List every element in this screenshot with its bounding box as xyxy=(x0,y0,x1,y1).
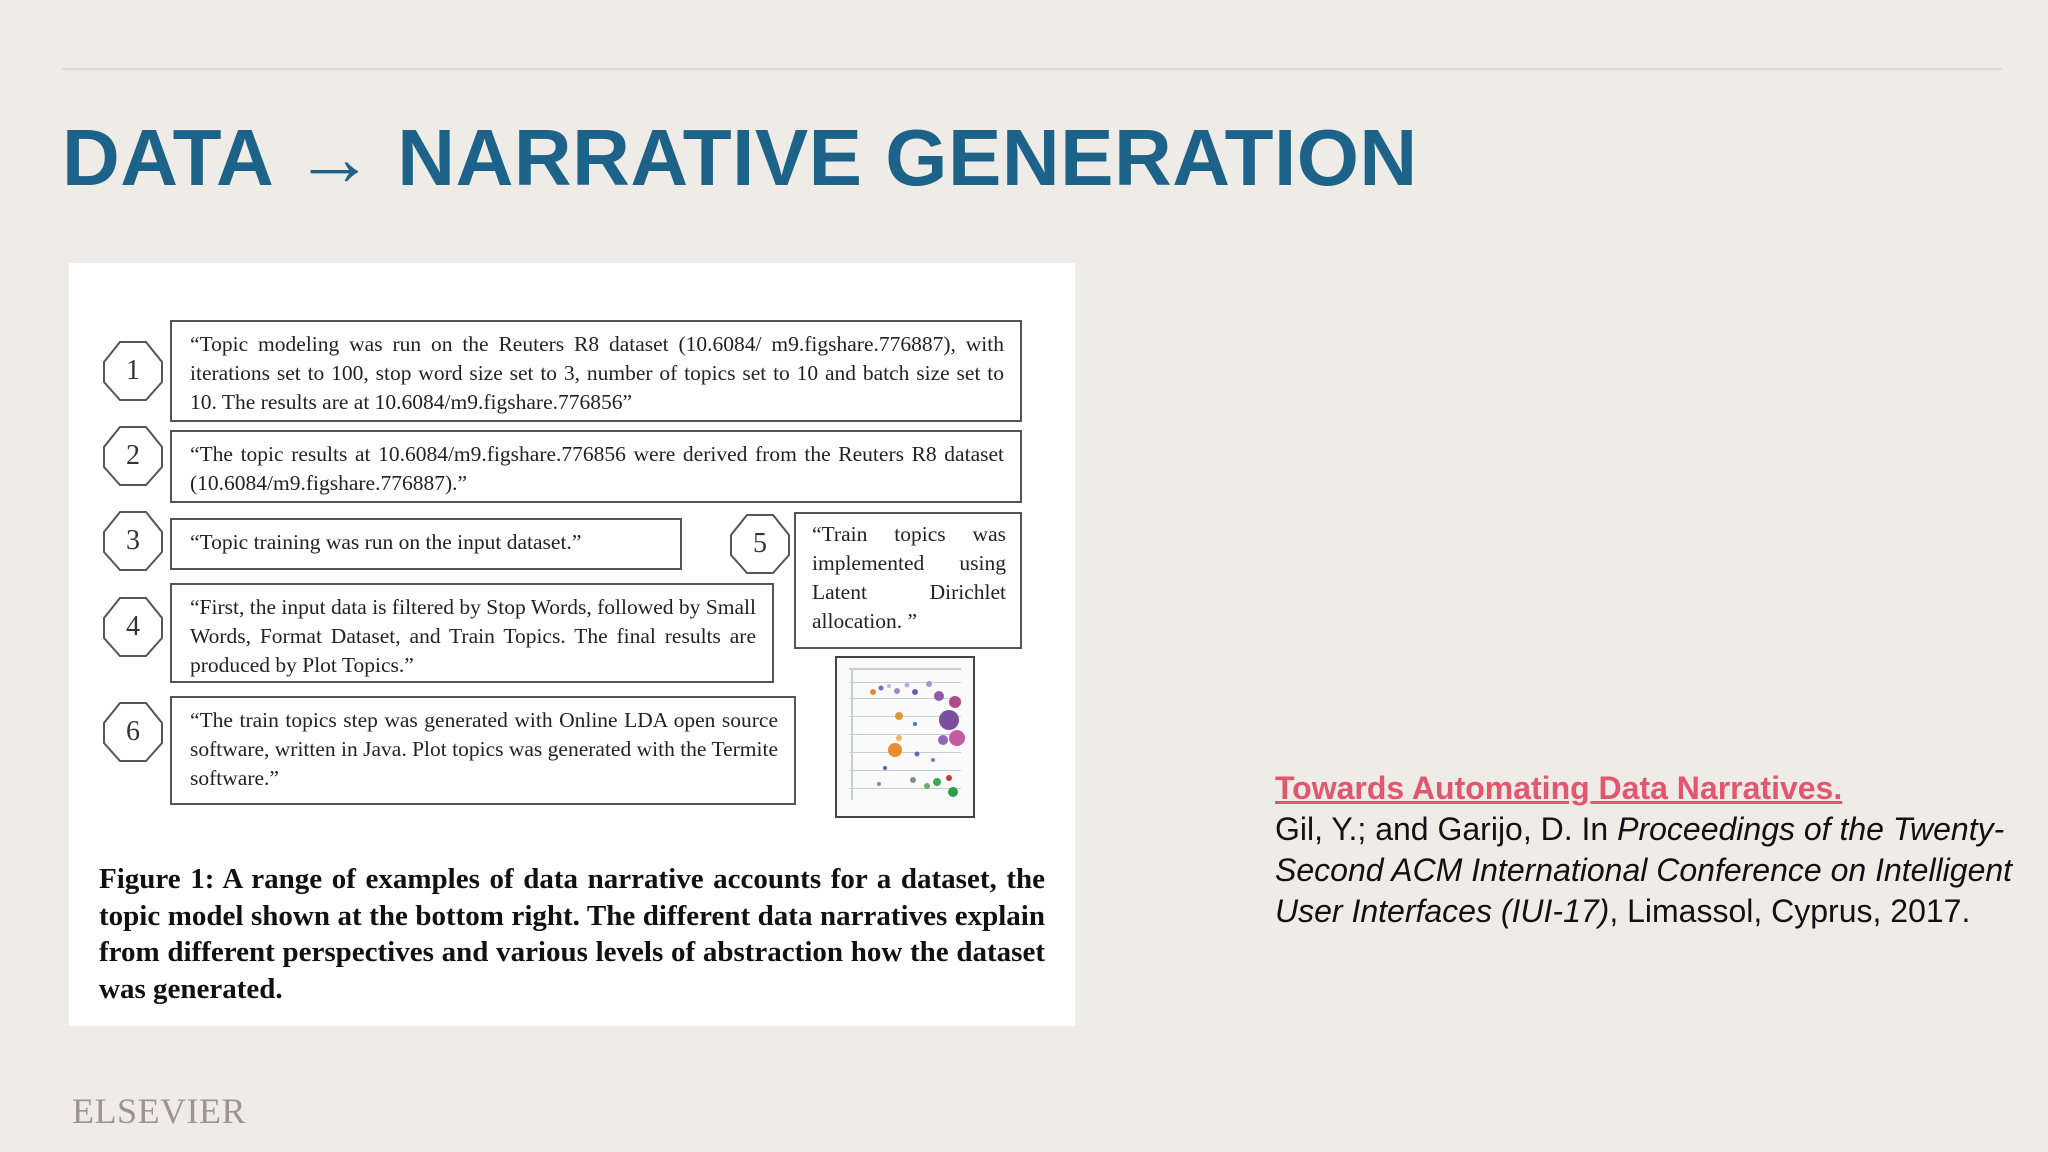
elsevier-logo: ELSEVIER xyxy=(72,1091,246,1131)
paper-title-link[interactable]: Towards Automating Data Narratives. xyxy=(1275,770,1843,806)
narrative-number-1: 1 xyxy=(102,340,164,402)
narrative-number-2: 2 xyxy=(102,425,164,487)
narrative-number-3: 3 xyxy=(102,510,164,572)
citation xyxy=(1275,768,2015,932)
narrative-box-1: “Topic modeling was run on the Reuters R8 dataset (10.6084/ m9.figshare.776887), with iterations set to 100, stop word size set to 3, number of topics set to 10 and batch size set to 10. The results are at 10.6084/m9.figshare.776856” xyxy=(170,320,1022,422)
topic-model-plot xyxy=(835,656,975,818)
narrative-box-3: “Topic training was run on the input dataset.” xyxy=(170,518,682,570)
narrative-box-6: “The train topics step was generated with Online LDA open source software, written in Java. Plot topics was generated with the Termite software.” xyxy=(170,696,796,805)
figure-image xyxy=(69,263,1075,1026)
narrative-number-4: 4 xyxy=(102,596,164,658)
top-divider xyxy=(62,68,2002,70)
citation-venue: Proceedings of the Twenty-Second ACM International Conference on Intelligent User Interfaces (IUI-17) xyxy=(1275,811,2013,929)
citation-authors: Gil, Y.; and Garijo, D. In xyxy=(1275,811,1618,847)
citation-location: , Limassol, Cyprus, 2017. xyxy=(1609,893,1971,929)
plot-grid xyxy=(849,668,961,800)
narrative-number-5: 5 xyxy=(729,513,791,575)
narrative-box-4: “First, the input data is filtered by Stop Words, followed by Small Words, Format Dataset, and Train Topics. The final results are produced by Plot Topics.” xyxy=(170,583,774,683)
narrative-number-6: 6 xyxy=(102,701,164,763)
slide-title: DATA → NARRATIVE GENERATION xyxy=(62,113,1418,202)
figure-caption: Figure 1: A range of examples of data narrative accounts for a dataset, the topic model shown at the bottom right. The different data narratives explain from different perspectives and various levels of abstraction how the dataset was generated. xyxy=(99,863,1045,1005)
narrative-box-5: “Train topics was implemented using Latent Dirichlet allocation. ” xyxy=(794,512,1022,649)
narrative-box-2: “The topic results at 10.6084/m9.figshare.776856 were derived from the Reuters R8 dataset (10.6084/m9.figshare.776887).” xyxy=(170,430,1022,503)
